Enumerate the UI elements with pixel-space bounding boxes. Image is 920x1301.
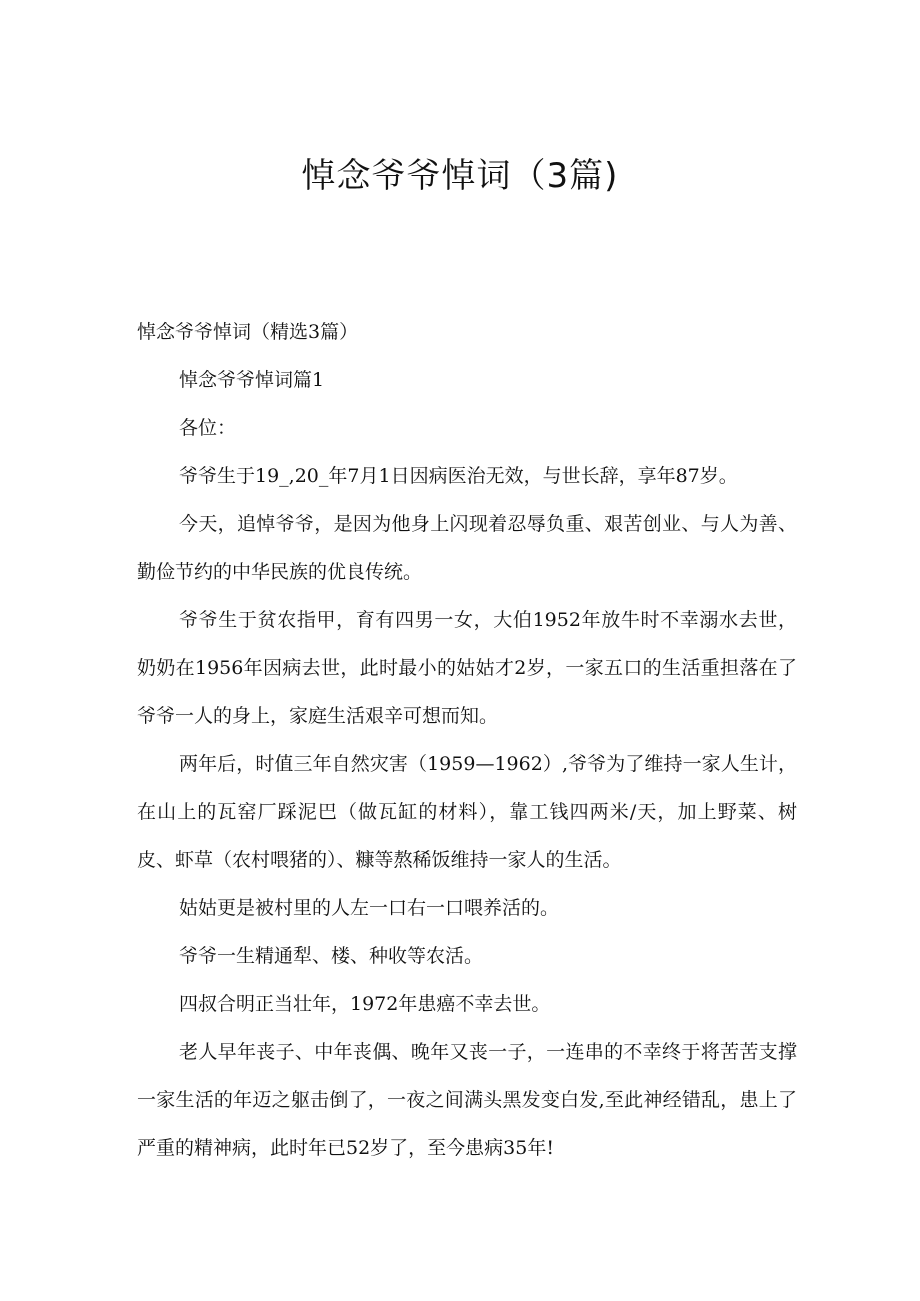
paragraph: 两年后，时值三年自然灾害（1959—1962）,爷爷为了维持一家人生计，在山上的瓦窑厂踩泥巴（做瓦缸的材料），靠工钱四两米/天，加上野菜、树皮、虾草（农村喂猪的）、糠等熬稀饭维持一家人的生活。 (137, 753, 797, 871)
paragraph: 四叔合明正当壮年，1972年患癌不幸去世。 (179, 993, 551, 1015)
document-body (137, 308, 797, 1172)
paragraph: 老人早年丧子、中年丧偶、晚年又丧一子，一连串的不幸终于将苦苦支撑一家生活的年迈之躯击倒了，一夜之间满头黑发变白发,至此神经错乱，患上了严重的精神病，此时年已52岁了，至今患病35年! (137, 1041, 797, 1159)
paragraph: 爷爷一生精通犁、楼、种收等农活。 (179, 945, 484, 967)
paragraph: 姑姑更是被村里的人左一口右一口喂养活的。 (179, 897, 560, 919)
paragraph: 各位： (179, 417, 237, 439)
paragraph: 今天，追悼爷爷，是因为他身上闪现着忍辱负重、艰苦创业、与人为善、勤俭节约的中华民族的优良传统。 (137, 513, 797, 583)
paragraph: 爷爷生于贫农指甲，育有四男一女，大伯1952年放牛时不幸溺水去世，奶奶在1956年因病去世，此时最小的姑姑才2岁，一家五口的生活重担落在了爷爷一人的身上，家庭生活艰辛可想而知。 (137, 609, 797, 727)
paragraph: 爷爷生于19_,20_年7月1日因病医治无效，与世长辞，享年87岁。 (179, 465, 738, 487)
document-subtitle: 悼念爷爷悼词（精选3篇） (137, 321, 359, 343)
document-title: 悼念爷爷悼词（3篇) (301, 156, 619, 196)
section-heading: 悼念爷爷悼词篇1 (179, 369, 325, 391)
